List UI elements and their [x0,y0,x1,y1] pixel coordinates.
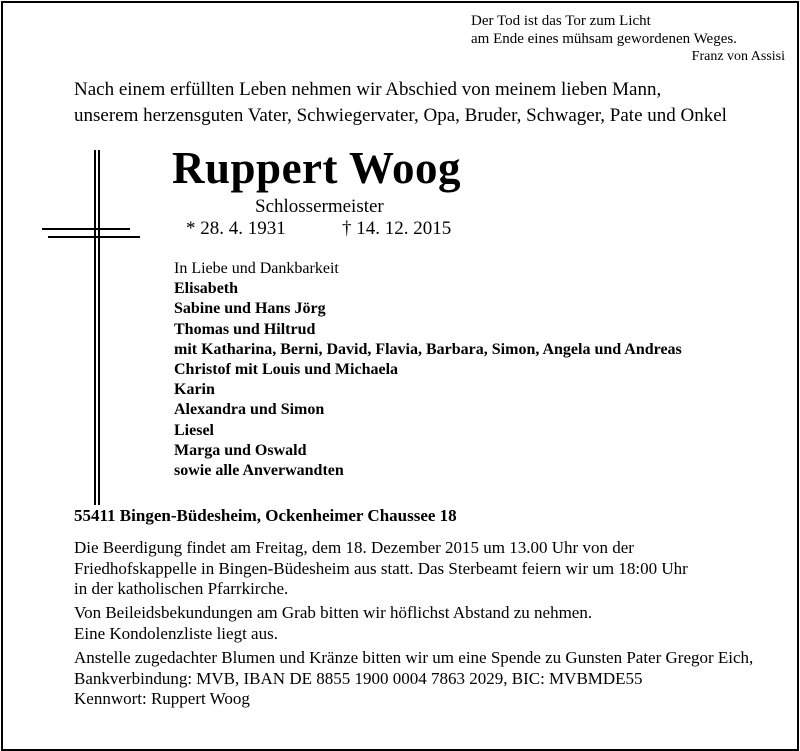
deceased-profession: Schlossermeister [255,196,384,217]
mourner-name: Elisabeth [174,280,239,298]
quote-line-2: am Ende eines mühsam gewordenen Weges. [471,31,737,47]
quote-line-1: Der Tod ist das Tor zum Licht [471,13,651,29]
mourner-name: mit Katharina, Berni, David, Flavia, Barbara, Simon, Angela und Andreas [174,340,682,358]
mourner-name: Sabine und Hans Jörg [174,300,326,318]
donation-info [74,648,753,710]
funeral-line-1: Die Beerdigung findet am Freitag, dem 18. Dezember 2015 um 13.00 Uhr von der [74,538,634,557]
mourner-name: Thomas und Hiltrud [174,320,316,338]
death-date: † 14. 12. 2015 [342,218,452,239]
condolence-line-2: Eine Kondolenzliste liegt aus. [74,623,278,643]
donation-line-3: Kennwort: Ruppert Woog [74,689,250,708]
birth-date: * 28. 4. 1931 [186,218,286,239]
mourners-heading: In Liebe und Dankbarkeit [174,260,339,277]
funeral-line-3: in der katholischen Pfarrkirche. [74,579,289,598]
intro-line-2: unserem herzensguten Vater, Schwiegervater, Opa, Bruder, Schwager, Pate und Onkel [74,105,727,126]
quote-author: Franz von Assisi [691,49,785,64]
donation-line-1: Anstelle zugedachter Blumen und Kränze bitten wir um eine Spende zu Gunsten Pater Gregor Eich, [74,648,754,667]
mourner-name: Liesel [174,421,214,439]
mourner-name: Karin [174,381,215,399]
intro-line-1: Nach einem erfüllten Leben nehmen wir Abschied von meinem lieben Mann, [74,79,662,100]
mourner-name: Alexandra und Simon [174,401,325,419]
funeral-line-2: Friedhofskappelle in Bingen-Büdesheim aus statt. Das Sterbeamt feiern wir um 18:00 Uhr [74,558,688,578]
mourners-list [174,259,682,481]
condolence-info [74,603,592,644]
funeral-info [74,538,688,600]
mourner-name: Christof mit Louis und Michaela [174,361,399,379]
condolence-line-1: Von Beileidsbekundungen am Grab bitten wir höflichst Abstand zu nehmen. [74,603,593,622]
address: 55411 Bingen-Büdesheim, Ockenheimer Chaussee 18 [74,506,457,525]
donation-line-2: Bankverbindung: MVB, IBAN DE 8855 1900 0004 7863 2029, BIC: MVBMDE55 [74,668,643,688]
deceased-name: Ruppert Woog [172,143,461,193]
mourner-name: sowie alle Anverwandten [174,462,344,480]
mourner-name: Marga und Oswald [174,441,307,459]
